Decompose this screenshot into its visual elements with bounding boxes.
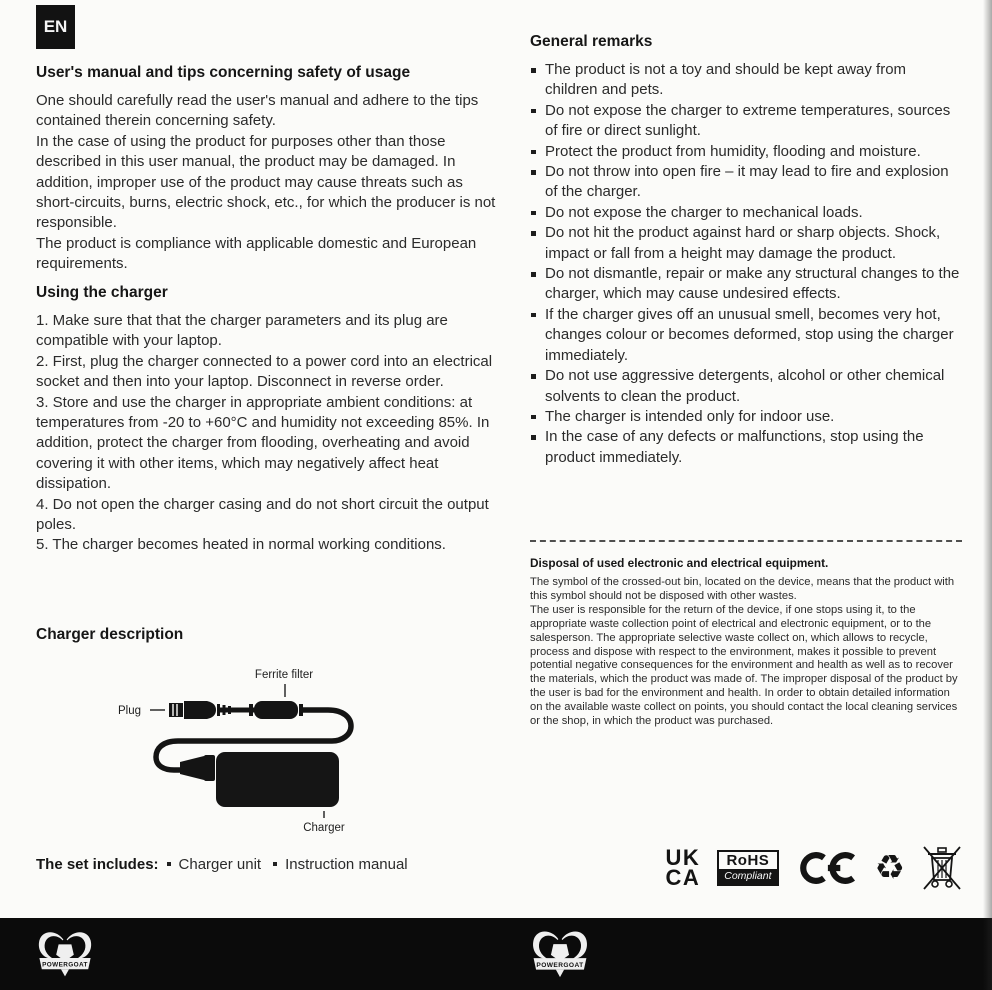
- language-badge: EN: [36, 5, 75, 49]
- using-charger-step: 2. First, plug the charger connected to a power cord into an electrical socket and then into your laptop. Disconnect in reverse order.: [36, 352, 493, 391]
- using-charger-section: [36, 284, 500, 556]
- general-remark-item: In the case of any defects or malfunctions, stop using the product immediately.: [530, 427, 962, 468]
- ukca-line2: CA: [665, 865, 701, 890]
- general-remark-item: Do not expose the charger to extreme temperatures, sources of fire or direct sunlight.: [530, 101, 962, 142]
- dashed-separator: [530, 540, 962, 542]
- recycle-icon: ♻: [874, 848, 905, 888]
- charger-diagram: [106, 656, 436, 844]
- general-remarks-heading: General remarks: [530, 33, 653, 50]
- general-remark-item: Do not hit the product against hard or sharp objects. Shock, impact or fall from a height may damage the product.: [530, 223, 962, 264]
- set-includes-items: [165, 856, 418, 873]
- set-includes-item: Charger unit: [165, 856, 262, 873]
- powergoat-logo: [33, 925, 97, 983]
- scan-edge-shadow: [983, 0, 992, 990]
- using-charger-steps: [36, 311, 500, 556]
- footer-bar: [0, 918, 992, 990]
- set-includes-line: [36, 856, 500, 873]
- set-includes-item: Instruction manual: [271, 856, 408, 873]
- weee-crossed-bin-icon: [922, 845, 962, 891]
- charger-brick-icon: [216, 752, 339, 807]
- general-remark-item: Do not expose the charger to mechanical loads.: [530, 203, 962, 223]
- general-remark-item: Do not use aggressive detergents, alcohol or other chemical solvents to clean the product.: [530, 366, 962, 407]
- general-remark-item: Protect the product from humidity, flooding and moisture.: [530, 142, 962, 162]
- general-remark-item: If the charger gives off an unusual smell, becomes very hot, changes colour or becomes deformed, stop using the charger immediately.: [530, 305, 962, 366]
- plug-label: Plug: [118, 705, 142, 717]
- general-remarks-list: [530, 60, 962, 468]
- ce-mark-icon: [796, 848, 858, 888]
- ukca-mark: [665, 844, 701, 890]
- general-remarks-section: [530, 33, 962, 468]
- safety-section: [36, 64, 500, 275]
- disposal-section: [530, 540, 962, 729]
- charger-description-section: [36, 626, 500, 844]
- using-charger-heading: Using the charger: [36, 284, 168, 301]
- general-remark-item: The charger is intended only for indoor use.: [530, 407, 962, 427]
- ferrite-filter-icon: [249, 701, 303, 719]
- powergoat-wordmark: POWERGOAT: [42, 961, 88, 969]
- charger-description-heading: Charger description: [36, 626, 184, 643]
- powergoat-logo-center: [527, 924, 593, 984]
- using-charger-step: 1. Make sure that that the charger parameters and its plug are compatible with your laptop.: [36, 312, 448, 350]
- using-charger-step: 5. The charger becomes heated in normal working conditions.: [36, 536, 446, 554]
- safety-paragraph: One should carefully read the user's manual and adhere to the tips contained therein concerning safety. In the case of using the product for purposes other than those described in this user manual, the product may be damaged. In addition, improper use of the product may cause threats such as short-circuits, burns, electric shock, etc., for which the producer is not responsible. The product is compliance with applicable domestic and European requirements.: [36, 92, 496, 273]
- using-charger-step: 4. Do not open the charger casing and do not short circuit the output poles.: [36, 495, 489, 534]
- general-remark-item: The product is not a toy and should be kept away from children and pets.: [530, 60, 962, 101]
- rohs-mark: [717, 850, 778, 886]
- ferrite-filter-label: Ferrite filter: [254, 669, 314, 681]
- compliance-marks-row: [530, 845, 962, 891]
- rohs-subtitle: Compliant: [719, 869, 776, 884]
- set-includes-label: The set includes:: [36, 856, 159, 873]
- general-remark-item: Do not dismantle, repair or make any structural changes to the charger, which may cause undesired effects.: [530, 264, 962, 305]
- disposal-paragraph: The symbol of the crossed-out bin, located on the device, means that the product with this symbol should not be disposed with other wastes. The user is responsible for the return of the device, if one stops using it, to the appropriate waste collection point of electrical and electronic equipment, or to the salesperson. The appropriate selective waste collect on, which allows to recycle, process and dispose with respect to the environment, makes it possible to prevent potential negative consequences for the environment and health as well as to recover the materials, which the product was made of. The improper disposal of the product by the user is bad for the environment and health. In order to obtain detailed information on the available waste collect on points, you should contact the local cleaning services or the shop, in which the product was purchased.: [530, 576, 958, 728]
- safety-heading: User's manual and tips concerning safety of usage: [36, 64, 411, 81]
- ukca-line1: UK: [665, 844, 701, 870]
- disposal-heading: Disposal of used electronic and electrical equipment.: [530, 556, 829, 570]
- rohs-title: RoHS: [726, 852, 770, 869]
- general-remark-item: Do not throw into open fire – it may lead to fire and explosion of the charger.: [530, 162, 962, 203]
- charger-label: Charger: [303, 822, 345, 834]
- using-charger-step: 3. Store and use the charger in appropriate ambient conditions: at temperatures from -20 to +60°C and humidity not exceeding 85%. In addition, protect the charger from flooding, overheating and avoid covering it with other items, which may negatively affect heat dissipation.: [36, 393, 490, 493]
- dc-connector-tip: [204, 755, 215, 781]
